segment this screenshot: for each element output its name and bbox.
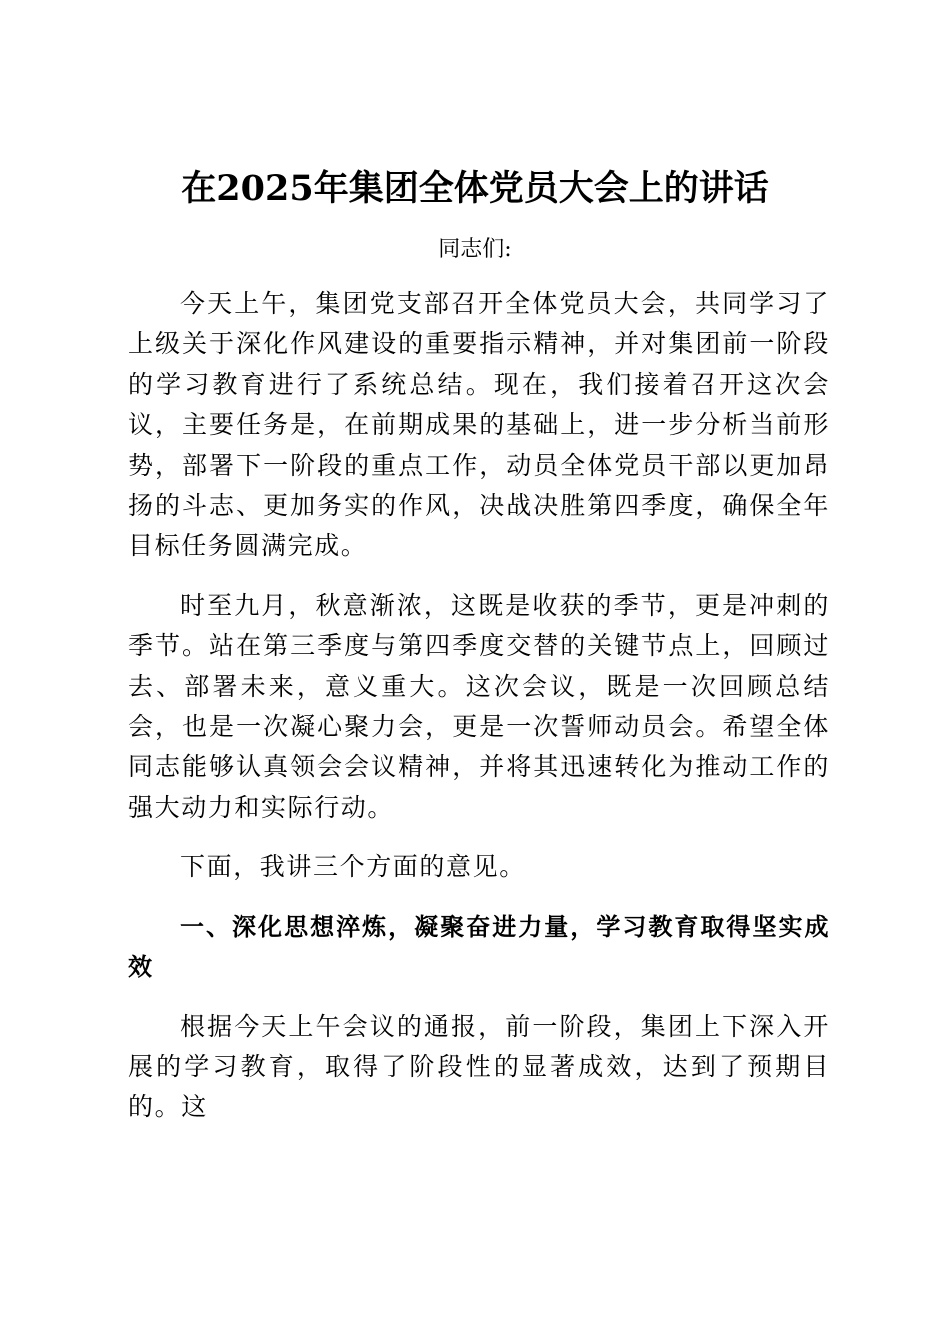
document-body [128, 284, 830, 1147]
document-title: 在2025年集团全体党员大会上的讲话 [181, 168, 769, 209]
section-heading-1: 一、深化思想淬炼，凝聚奋进力量，学习教育取得坚实成效 [128, 912, 830, 982]
paragraph-outline: 下面，我讲三个方面的意见。 [180, 852, 526, 882]
paragraph-context: 时至九月，秋意渐浓，这既是收获的季节，更是冲刺的季节。站在第三季度与第四季度交替的关键节点上，回顾过去、部署未来，意义重大。这次会议，既是一次回顾总结会，也是一次凝心聚力会，更是一次誓师动员会。希望全体同志能够认真领会会议精神，并将其迅速转化为推动工作的强大动力和实际行动。 [128, 590, 830, 822]
paragraph-section-1: 根据今天上午会议的通报，前一阶段，集团上下深入开展的学习教育，取得了阶段性的显著成效，达到了预期目的。这 [128, 1011, 830, 1122]
salutation: 同志们: [438, 237, 512, 262]
paragraph-opening: 今天上午，集团党支部召开全体党员大会，共同学习了上级关于深化作风建设的重要指示精神，并对集团前一阶段的学习教育进行了系统总结。现在，我们接着召开这次会议，主要任务是，在前期成果的基础上，进一步分析当前形势，部署下一阶段的重点工作，动员全体党员干部以更加昂扬的斗志、更加务实的作风，决战决胜第四季度，确保全年目标任务圆满完成。 [128, 289, 830, 561]
